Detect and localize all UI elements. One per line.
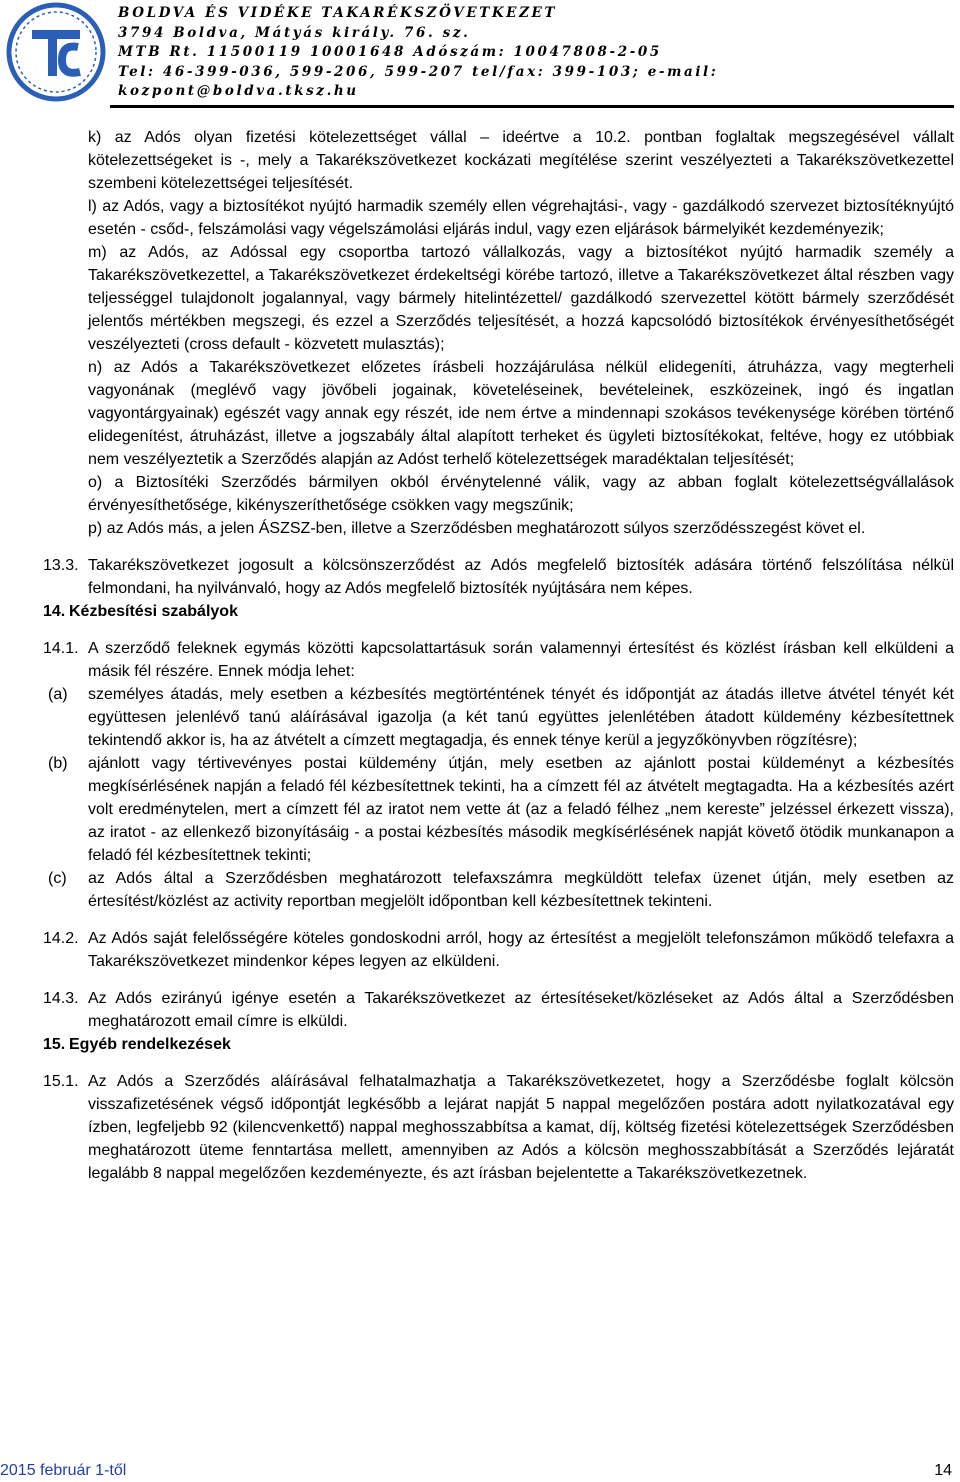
section-number: 15.1. xyxy=(43,1073,79,1090)
org-email: kozpont@boldva.tksz.hu xyxy=(118,83,359,99)
section-text: Az Adós ezirányú igénye esetén a Takarékszövetkezet az értesítéseket/közléseket az Adós által a Szerződésben meghatározott email címre is elküldi. xyxy=(88,990,954,1030)
paragraph-k: k) az Adós olyan fizetési kötelezettséget vállal – ideértve a 10.2. pontban foglaltak megszegésével vállalt kötelezettségeket is -, mely a Takarékszövetkezet kockázati megítélése szerint veszélyezteti a Takarékszövetkezettel szembeni kötelezettségei teljesítését. xyxy=(88,129,954,192)
section-15-heading xyxy=(43,1033,954,1056)
section-number: 13.3. xyxy=(43,557,79,574)
section-14-1 xyxy=(43,637,954,683)
section-number: 14.2. xyxy=(43,930,79,947)
section-14-heading xyxy=(43,600,954,623)
section-text: Takarékszövetkezet jogosult a kölcsönszerződést az Adós megfelelő biztosíték adására történő felszólítása nélkül felmondani, ha nyilvánvaló, hogy az Adós megfelelő biztosíték nyújtására nem képes. xyxy=(88,557,954,597)
section-text: Az Adós saját felelősségére köteles gondoskodni arról, hogy az értesítést a megjelölt telefonszámon működő telefaxra a Takarékszövetkezet mindenkor képes legyen az elküldeni. xyxy=(88,930,954,970)
page-number: 14 xyxy=(934,1462,952,1479)
section-number: 14.1. xyxy=(43,640,79,657)
list-item xyxy=(48,867,954,913)
section-text: Az Adós a Szerződés aláírásával felhatalmazhatja a Takarékszövetkezetet, hogy a Szerződésbe foglalt kölcsön visszafizetésének végső időpontját legkésőbb a lejárat napját 5 nappal megelőzően postára adott nyilatkozatával egy ízben, legfeljebb 92 (kilencvenkettő) nappal meghosszabbítsa a kamat, díj, költség fizetési kötelezettségek Szerződésben meghatározott üteme fenntartása mellett, amennyiben az Adós a kölcsön meghosszabbítását a Szerződés lejáratát legalább 8 nappal megelőzően kezdeményezte, és azt írásban bejelentette a Takarékszövetkezetnek. xyxy=(88,1073,954,1182)
header-divider xyxy=(110,105,954,108)
section-14-3 xyxy=(43,987,954,1033)
section-14-2 xyxy=(43,927,954,973)
list-text: ajánlott vagy tértivevényes postai küldemény útján, mely esetben az ajánlott postai küldeményt a kézbesítés megkísérlésének napján a feladó fél kézbesítettnek tekinti, ha a címzett fél az átvételt megtagadta. Ha a kézbesítés azért volt eredménytelen, mert a címzett fél az iratot nem vette át (az a feladó félhez „nem kereste” jelzéssel érkezett vissza), az iratot - az ellenkező bizonyításáig - a postai kézbesítés második megkísérlésének napját követő ötödik munkanapon a feladó fél kézbesítettnek tekinti; xyxy=(88,755,954,864)
org-address: 3794 Boldva, Mátyás király. 76. sz. xyxy=(118,24,471,41)
section-text: A szerződő feleknek egymás közötti kapcsolattartásuk során valamennyi értesítést és közlést írásban kell elküldeni a másik fél részére. Ennek módja lehet: xyxy=(88,640,954,680)
paragraph-m: m) az Adós, az Adóssal egy csoportba tartozó vállalkozás, vagy a biztosítékot nyújtó harmadik személy a Takarékszövetkezettel, a Takarékszövetkezet érdekeltségi körébe tartozó, illetve a Takarékszövetkezet által részben vagy teljességgel tulajdonolt jogalannyal, vagy bármely hitelintézettel/ gazdálkodó szervezettel kötött bármely szerződését jelentős mértékben megszegi, és ezzel a Szerződés teljesítését, a hozzá kapcsolódó biztosítékok érvényesíthetőségét veszélyezteti (cross default - közvetett mulasztás); xyxy=(88,244,954,353)
list-text: az Adós által a Szerződésben meghatározott telefaxszámra megküldött telefax üzenet útján, mely esetben az értesítést/közlést az activity reportban megjelölt időpontban kell kézbesítettnek tekinteni. xyxy=(88,870,954,910)
paragraph-l: l) az Adós, vagy a biztosítékot nyújtó harmadik személy ellen végrehajtási-, vagy - gazdálkodó szervezet biztosítéknyújtó esetén - csőd-, felszámolási vagy végelszámolási eljárás indul, vagy ezen eljárások bármelyikét kezdeményezik; xyxy=(88,198,954,238)
cooperative-logo-icon xyxy=(6,2,106,102)
section-title: Kézbesítési szabályok xyxy=(69,603,238,620)
section-number: 14.3. xyxy=(43,990,79,1007)
org-name: BOLDVA ÉS VIDÉKE TAKARÉKSZÖVETKEZET xyxy=(118,5,558,21)
page-footer xyxy=(0,1456,960,1482)
section-number: 14. xyxy=(43,603,66,620)
letterhead xyxy=(0,0,960,108)
document-body xyxy=(43,126,954,1185)
section-13-3 xyxy=(43,554,954,600)
list-label: (a) xyxy=(48,686,68,703)
paragraph-o: o) a Biztosítéki Szerződés bármilyen okból érvénytelenné válik, vagy az abban foglalt kötelezettségvállalások érvényesíthetősége, kikényszeríthetősége csökken vagy megszűnik; xyxy=(88,474,954,514)
list-item xyxy=(48,683,954,752)
footer-date: 2015 február 1-től xyxy=(0,1462,127,1479)
org-bank-tax: MTB Rt. 11500119 10001648 Adószám: 10047808-2-05 xyxy=(118,44,662,60)
list-item xyxy=(48,752,954,867)
paragraph-n: n) az Adós a Takarékszövetkezet előzetes írásbeli hozzájárulása nélkül elidegeníti, átruházza, vagy megterheli vagyonának (meglévő vagy jövőbeli jogainak, követeléseinek, bevételeinek, eszközeinek, ingó és ingatlan vagyontárgyainak) egészét vagy annak egy részét, ide nem értve a mindennapi szokásos tevékenysége körében történő elidegenítést, átruházást, illetve a jogszabály által alapított terheket és ügyleti biztosítékokat, feltéve, hogy ez utóbbiak nem veszélyeztetik a Szerződés alapján az Adóst terhelő kötelezettségek maradéktalan teljesítését; xyxy=(88,359,954,468)
list-text: személyes átadás, mely esetben a kézbesítés megtörténtének tényét és időpontját az átadás illetve átvétel tényét két együttesen jelenlévő tanú aláírásával igazolja (a két tanú együttes jelenlétében átadott küldemény kézbesítettnek tekintendő akkor is, ha az átvételt a címzett megtagadja, és ennek ténye kerül a jegyzőkönyvben rögzítésre); xyxy=(88,686,954,749)
paragraph-p: p) az Adós más, a jelen ÁSZSZ-ben, illetve a Szerződésben meghatározott súlyos szerződésszegést követ el. xyxy=(88,520,866,537)
list-label: (c) xyxy=(48,870,67,887)
list-label: (b) xyxy=(48,755,68,772)
section-title: Egyéb rendelkezések xyxy=(69,1036,231,1053)
section-15-1 xyxy=(43,1070,954,1185)
section-number: 15. xyxy=(43,1036,66,1053)
letterhead-text xyxy=(118,4,960,102)
org-phone: Tel: 46-399-036, 599-206, 599-207 tel/fax: 399-103; e-mail: xyxy=(118,63,719,80)
